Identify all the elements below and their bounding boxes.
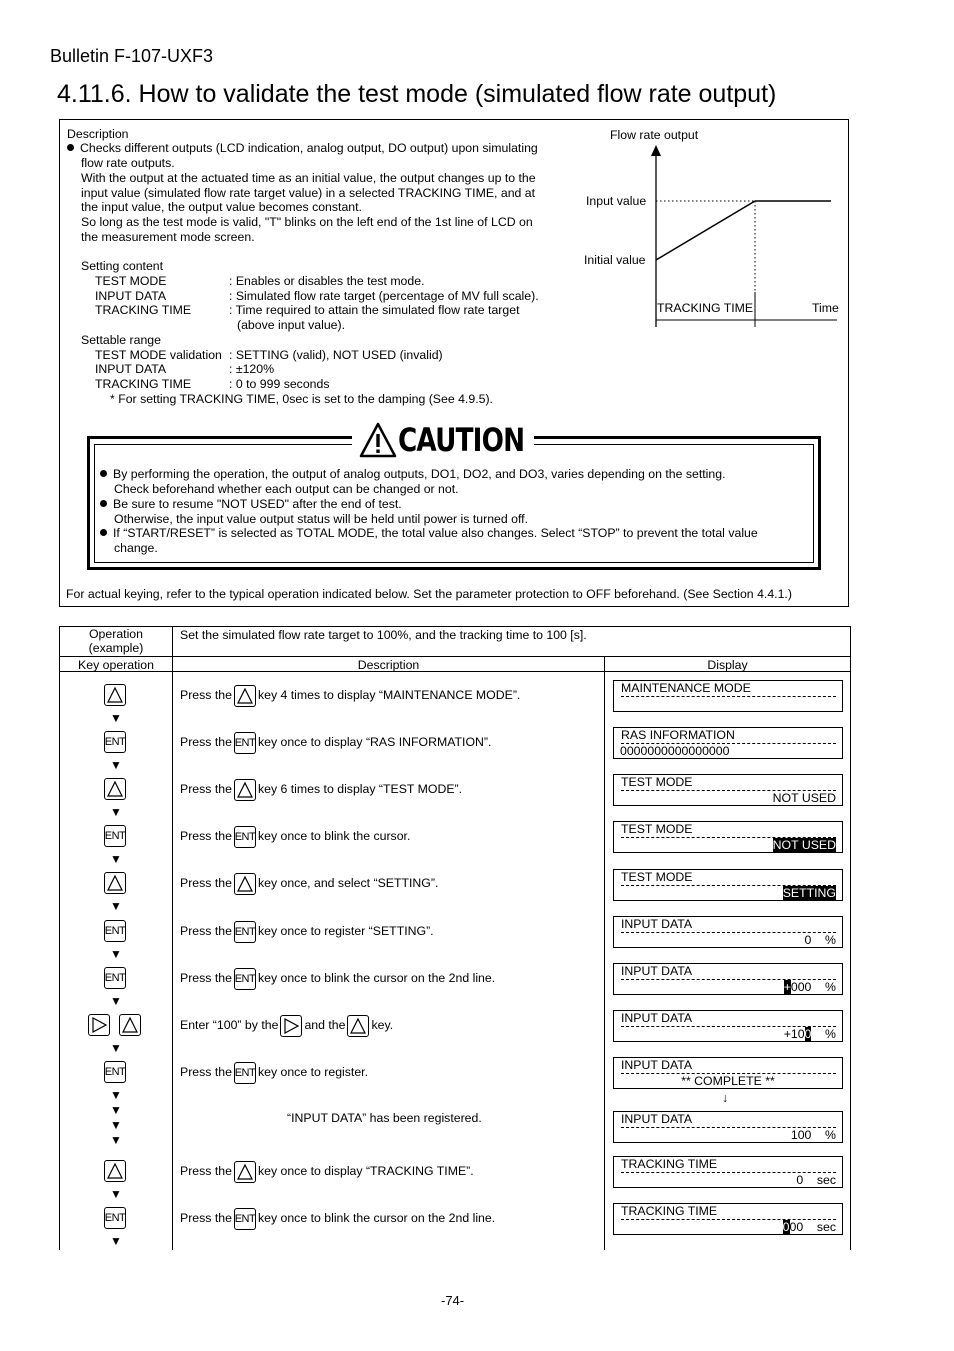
lcd-display: INPUT DATA 100 % — [613, 1111, 843, 1143]
row-description: Press the key once to display “TRACKING TIME”. — [180, 1160, 474, 1183]
caution-title: CAUTION — [398, 421, 525, 459]
up-triangle-icon — [235, 1162, 255, 1182]
setting-value: : Time required to attain the simulated flow rate target — [229, 303, 520, 317]
down-arrow-icon: ▼ — [110, 1234, 122, 1248]
caution-header — [352, 420, 534, 460]
row-description: Press the ENT key once to blink the cursor on the 2nd line. — [180, 1207, 495, 1230]
lcd-display: MAINTENANCE MODE — [613, 680, 843, 712]
cursor-highlight: 0 — [804, 1027, 812, 1041]
ent-key[interactable]: ENT — [104, 967, 126, 989]
input-value-label: Input value — [586, 194, 647, 208]
up-key[interactable] — [104, 872, 126, 894]
setting-content-label: Setting content — [81, 259, 164, 273]
bullet-icon — [100, 470, 107, 477]
down-arrow-icon: ▼ — [110, 1088, 122, 1102]
up-key[interactable] — [104, 1160, 126, 1182]
up-key[interactable] — [104, 778, 126, 800]
lcd-display: TRACKING TIME 0 sec — [613, 1156, 843, 1188]
cursor-highlight: + — [783, 980, 791, 994]
down-arrow-icon: ▼ — [110, 805, 122, 819]
setting-value: : Enables or disables the test mode. — [229, 274, 425, 288]
down-arrow-icon: ▼ — [110, 1187, 122, 1201]
description-bullet — [67, 141, 538, 156]
flow-rate-graph — [575, 120, 845, 335]
setting-name: TEST MODE — [95, 274, 167, 288]
graph-y-label: Flow rate output — [610, 128, 699, 142]
up-triangle-icon — [105, 1161, 125, 1181]
row-description: Press the ENT key once to register. — [180, 1061, 368, 1084]
up-key-inline — [234, 779, 256, 801]
keying-note: For actual keying, refer to the typical operation indicated below. Set the parameter protection to OFF beforehand. (See Section 4.4.1.) — [66, 587, 792, 601]
setting-value-cont: (above input value). — [237, 318, 346, 332]
initial-value-label: Initial value — [584, 253, 646, 267]
ent-key-inline: ENT — [234, 1062, 256, 1084]
graph-x-label: Time — [812, 301, 839, 315]
col-header-description: Description — [357, 658, 420, 672]
cursor-highlight: 0 — [782, 1220, 790, 1234]
up-triangle-icon — [105, 685, 125, 705]
ent-key-inline: ENT — [234, 968, 256, 990]
caution-item: Be sure to resume "NOT USED" after the end of test. — [100, 497, 402, 512]
caution-item-cont: Check beforehand whether each output can be changed or not. — [114, 482, 459, 496]
lcd-display: TEST MODE NOT USED — [613, 821, 843, 853]
section-heading: 4.11.6. How to validate the test mode (simulated flow rate output) — [57, 80, 777, 108]
ent-key[interactable]: ENT — [104, 825, 126, 847]
description-label: Description — [67, 127, 129, 141]
description-line: flow rate outputs. — [81, 156, 175, 170]
bullet-icon — [100, 500, 107, 507]
page-number: -74- — [441, 1293, 465, 1308]
down-arrow-icon: ▼ — [110, 1133, 122, 1147]
damping-note: * For setting TRACKING TIME, 0sec is set to the damping (See 4.9.5). — [110, 392, 493, 406]
range-value: : SETTING (valid), NOT USED (invalid) — [229, 348, 443, 362]
down-arrow-icon: ▼ — [110, 852, 122, 866]
row-description: Press the ENT key once to blink the cursor. — [180, 825, 410, 848]
range-name: TRACKING TIME — [95, 377, 192, 391]
operation-example-text: Set the simulated flow rate target to 100%, and the tracking time to 100 [s]. — [180, 628, 587, 642]
up-key-inline — [347, 1015, 369, 1037]
row-description: Press the key 6 times to display “TEST MODE”. — [180, 778, 462, 801]
up-triangle-icon — [235, 686, 255, 706]
col-header-key: Key operation — [78, 658, 154, 672]
down-arrow-icon: ▼ — [110, 758, 122, 772]
description-line: the input value, the output value becomes constant. — [81, 200, 362, 214]
right-triangle-icon — [89, 1015, 109, 1035]
bullet-icon — [67, 144, 74, 151]
range-value: : ±120% — [229, 362, 275, 376]
down-arrow-icon: ▼ — [110, 1041, 122, 1055]
caution-item-cont: Otherwise, the input value output status will be held until power is turned off. — [114, 512, 529, 526]
row-description: Press the key once, and select “SETTING”. — [180, 872, 438, 895]
ent-key-inline: ENT — [234, 921, 256, 943]
lcd-display: TEST MODE NOT USED — [613, 774, 843, 806]
up-key-inline — [234, 685, 256, 707]
range-value: : 0 to 999 seconds — [229, 377, 330, 391]
warning-triangle-icon — [358, 421, 398, 459]
right-triangle-icon — [281, 1016, 301, 1036]
range-name: TEST MODE validation — [95, 348, 222, 362]
tracking-time-label: TRACKING TIME — [657, 301, 754, 315]
up-triangle-icon — [235, 874, 255, 894]
up-key-inline — [234, 873, 256, 895]
settable-range-label: Settable range — [81, 333, 161, 347]
caution-item: By performing the operation, the output of analog outputs, DO1, DO2, and DO3, varies depending on the setting. — [100, 467, 726, 482]
up-triangle-icon — [235, 780, 255, 800]
right-key[interactable] — [88, 1014, 110, 1036]
lcd-display: INPUT DATA +000 % — [613, 963, 843, 995]
description-bullet-text: Checks different outputs (LCD indication, analog output, DO output) upon simulating — [80, 141, 538, 155]
up-key[interactable] — [119, 1014, 141, 1036]
lcd-display: INPUT DATA ** COMPLETE ** — [613, 1057, 843, 1089]
up-triangle-icon — [105, 873, 125, 893]
setting-name: INPUT DATA — [95, 289, 167, 303]
lcd-display: INPUT DATA +100 % — [613, 1010, 843, 1042]
setting-value: : Simulated flow rate target (percentage of MV full scale). — [229, 289, 539, 303]
cursor-highlight: NOT USED — [772, 838, 836, 852]
right-key-inline — [280, 1015, 302, 1037]
row-description: Press the key 4 times to display “MAINTENANCE MODE”. — [180, 684, 520, 707]
ramp-line — [656, 201, 755, 260]
up-triangle-icon — [120, 1015, 140, 1035]
row-description: Enter “100” by the and the key. — [180, 1014, 393, 1037]
lcd-display: TRACKING TIME 000 sec — [613, 1203, 843, 1235]
up-key-inline — [234, 1161, 256, 1183]
transition-arrow-icon: ↓ — [722, 1091, 729, 1105]
range-name: INPUT DATA — [95, 362, 167, 376]
col-header-display: Display — [707, 658, 748, 672]
bulletin-id: Bulletin F-107-UXF3 — [50, 46, 214, 66]
description-line: the measurement mode screen. — [81, 230, 255, 244]
ent-key-inline: ENT — [234, 826, 256, 848]
bullet-icon — [100, 529, 107, 536]
down-arrow-icon: ▼ — [110, 899, 122, 913]
down-arrow-icon: ▼ — [110, 1118, 122, 1132]
caution-item: If “START/RESET” is selected as TOTAL MODE, the total value also changes. Select “STOP” to prevent the total value — [100, 526, 758, 541]
down-arrow-icon: ▼ — [110, 1103, 122, 1117]
cursor-highlight: SETTING — [782, 886, 836, 900]
down-arrow-icon: ▼ — [110, 947, 122, 961]
up-triangle-icon — [348, 1016, 368, 1036]
caution-item-cont: change. — [114, 541, 158, 555]
operation-example-label: Operation (example) — [88, 627, 144, 655]
description-line: input value (simulated flow rate target value) in a selected TRACKING TIME, and at — [81, 186, 536, 200]
lcd-display: TEST MODE SETTING — [613, 869, 843, 901]
ent-key[interactable]: ENT — [104, 1061, 126, 1083]
description-line: So long as the test mode is valid, "T" blinks on the left end of the 1st line of LCD on — [81, 215, 533, 229]
row-description: Press the ENT key once to blink the cursor on the 2nd line. — [180, 967, 495, 990]
setting-name: TRACKING TIME — [95, 303, 192, 317]
ent-key-inline: ENT — [234, 1208, 256, 1230]
ent-key-inline: ENT — [234, 732, 256, 754]
ent-key[interactable]: ENT — [104, 920, 126, 942]
description-line: With the output at the actuated time as an initial value, the output changes up to the — [81, 171, 536, 185]
lcd-display: INPUT DATA 0 % — [613, 916, 843, 948]
row-description: Press the ENT key once to register “SETTING”. — [180, 920, 434, 943]
lcd-display: RAS INFORMATION 0000000000000000 — [613, 727, 843, 759]
down-arrow-icon: ▼ — [110, 711, 122, 725]
ent-key[interactable]: ENT — [104, 731, 126, 753]
row-description: Press the ENT key once to display “RAS INFORMATION”. — [180, 731, 491, 754]
down-arrow-icon: ▼ — [110, 994, 122, 1008]
up-key[interactable] — [104, 684, 126, 706]
row-description: “INPUT DATA” has been registered. — [287, 1111, 482, 1125]
up-triangle-icon — [105, 779, 125, 799]
ent-key[interactable]: ENT — [104, 1207, 126, 1229]
